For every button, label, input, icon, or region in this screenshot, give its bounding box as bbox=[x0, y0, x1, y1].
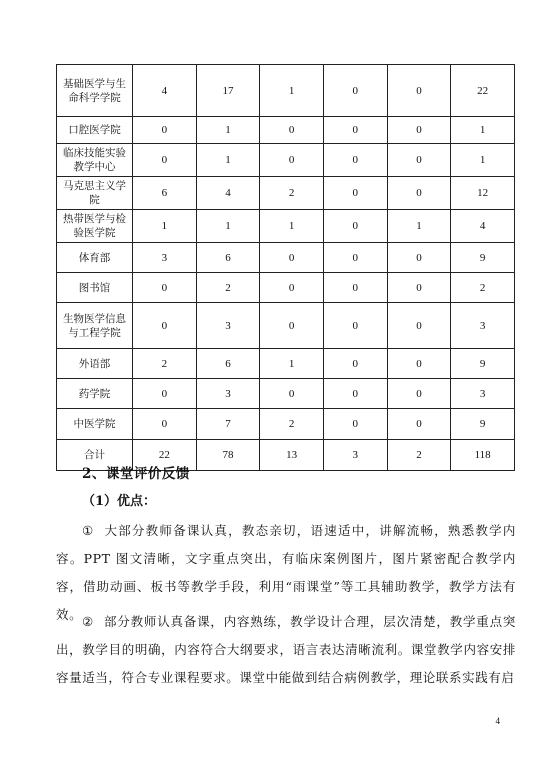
paragraph-2 bbox=[56, 608, 516, 692]
value-cell: 0 bbox=[387, 273, 451, 303]
value-cell: 1 bbox=[260, 210, 324, 243]
value-cell: 0 bbox=[323, 349, 387, 379]
value-cell: 0 bbox=[323, 177, 387, 210]
table-row bbox=[57, 210, 515, 243]
value-cell: 1 bbox=[451, 144, 515, 177]
value-cell: 0 bbox=[133, 303, 197, 349]
value-cell: 118 bbox=[451, 440, 515, 471]
value-cell: 0 bbox=[323, 117, 387, 144]
unit-cell: 基础医学与生命科学学院 bbox=[57, 65, 133, 117]
table-row bbox=[57, 349, 515, 379]
value-cell: 0 bbox=[133, 117, 197, 144]
value-cell: 2 bbox=[260, 409, 324, 440]
value-cell: 0 bbox=[133, 273, 197, 303]
value-cell: 12 bbox=[451, 177, 515, 210]
value-cell: 0 bbox=[387, 379, 451, 409]
value-cell: 9 bbox=[451, 349, 515, 379]
value-cell: 0 bbox=[260, 144, 324, 177]
unit-cell: 生物医学信息与工程学院 bbox=[57, 303, 133, 349]
value-cell: 3 bbox=[196, 303, 260, 349]
value-cell: 0 bbox=[387, 409, 451, 440]
value-cell: 1 bbox=[133, 210, 197, 243]
value-cell: 17 bbox=[196, 65, 260, 117]
value-cell: 13 bbox=[260, 440, 324, 471]
value-cell: 2 bbox=[451, 273, 515, 303]
value-cell: 3 bbox=[133, 243, 197, 273]
value-cell: 0 bbox=[260, 243, 324, 273]
paragraph-text: 大部分教师备课认真，教态亲切，语速适中，讲解流畅，熟悉教学内容。PPT 图文清晰，文字重点突出，有临床案例图片，图片紧密配合教学内容，借助动画、板书等教学手段，利用“雨课堂”等工具辅助教学，教学方法有效。 bbox=[56, 523, 516, 622]
section-heading: 2、课堂评价反馈 bbox=[82, 466, 190, 482]
value-cell: 7 bbox=[196, 409, 260, 440]
value-cell: 78 bbox=[196, 440, 260, 471]
unit-cell: 体育部 bbox=[57, 243, 133, 273]
page-number: 4 bbox=[495, 716, 500, 726]
paragraph-index: ② bbox=[82, 614, 94, 629]
table-row bbox=[57, 144, 515, 177]
value-cell: 1 bbox=[260, 65, 324, 117]
unit-cell: 中医学院 bbox=[57, 409, 133, 440]
value-cell: 9 bbox=[451, 243, 515, 273]
unit-cell: 热带医学与检验医学院 bbox=[57, 210, 133, 243]
value-cell: 3 bbox=[323, 440, 387, 471]
unit-cell: 图书馆 bbox=[57, 273, 133, 303]
value-cell: 3 bbox=[451, 303, 515, 349]
value-cell: 22 bbox=[133, 440, 197, 471]
value-cell: 1 bbox=[260, 349, 324, 379]
value-cell: 4 bbox=[451, 210, 515, 243]
table-row bbox=[57, 65, 515, 117]
statistics-table bbox=[56, 64, 515, 471]
value-cell: 3 bbox=[451, 379, 515, 409]
value-cell: 0 bbox=[387, 243, 451, 273]
paragraph-text: 部分教师认真备课，内容熟练，教学设计合理，层次清楚，教学重点突出，教学目的明确，内容符合大纲要求，语言表达清晰流利。课堂教学内容安排容量适当，符合专业课程要求。课堂中能做到结合病例教学，理论联系实践有启 bbox=[56, 614, 516, 685]
value-cell: 0 bbox=[323, 303, 387, 349]
unit-cell: 药学院 bbox=[57, 379, 133, 409]
value-cell: 0 bbox=[323, 273, 387, 303]
value-cell: 2 bbox=[196, 273, 260, 303]
value-cell: 0 bbox=[260, 303, 324, 349]
table-row bbox=[57, 379, 515, 409]
value-cell: 6 bbox=[133, 177, 197, 210]
value-cell: 2 bbox=[133, 349, 197, 379]
table-row bbox=[57, 273, 515, 303]
value-cell: 2 bbox=[260, 177, 324, 210]
value-cell: 1 bbox=[196, 210, 260, 243]
table-row bbox=[57, 177, 515, 210]
unit-cell: 外语部 bbox=[57, 349, 133, 379]
value-cell: 0 bbox=[260, 273, 324, 303]
value-cell: 6 bbox=[196, 349, 260, 379]
value-cell: 0 bbox=[387, 349, 451, 379]
value-cell: 0 bbox=[323, 65, 387, 117]
value-cell: 22 bbox=[451, 65, 515, 117]
value-cell: 1 bbox=[196, 117, 260, 144]
value-cell: 0 bbox=[133, 409, 197, 440]
value-cell: 6 bbox=[196, 243, 260, 273]
value-cell: 0 bbox=[323, 144, 387, 177]
value-cell: 0 bbox=[323, 379, 387, 409]
value-cell: 0 bbox=[387, 144, 451, 177]
value-cell: 0 bbox=[323, 210, 387, 243]
value-cell: 0 bbox=[133, 144, 197, 177]
value-cell: 0 bbox=[387, 65, 451, 117]
value-cell: 1 bbox=[196, 144, 260, 177]
value-cell: 4 bbox=[133, 65, 197, 117]
unit-cell: 临床技能实验教学中心 bbox=[57, 144, 133, 177]
table-row bbox=[57, 117, 515, 144]
value-cell: 0 bbox=[323, 409, 387, 440]
value-cell: 0 bbox=[133, 379, 197, 409]
value-cell: 0 bbox=[260, 117, 324, 144]
value-cell: 9 bbox=[451, 409, 515, 440]
paragraph-index: ① bbox=[82, 523, 94, 538]
value-cell: 4 bbox=[196, 177, 260, 210]
value-cell: 1 bbox=[451, 117, 515, 144]
value-cell: 0 bbox=[387, 177, 451, 210]
statistics-table-body bbox=[57, 65, 515, 471]
unit-cell: 马克思主义学院 bbox=[57, 177, 133, 210]
value-cell: 0 bbox=[387, 117, 451, 144]
unit-cell: 合计 bbox=[57, 440, 133, 471]
subsection-heading: （1）优点： bbox=[82, 494, 157, 509]
value-cell: 3 bbox=[196, 379, 260, 409]
value-cell: 2 bbox=[387, 440, 451, 471]
unit-cell: 口腔医学院 bbox=[57, 117, 133, 144]
value-cell: 0 bbox=[387, 303, 451, 349]
value-cell: 0 bbox=[260, 379, 324, 409]
table-row bbox=[57, 303, 515, 349]
table-row bbox=[57, 409, 515, 440]
value-cell: 1 bbox=[387, 210, 451, 243]
value-cell: 0 bbox=[323, 243, 387, 273]
table-row bbox=[57, 243, 515, 273]
